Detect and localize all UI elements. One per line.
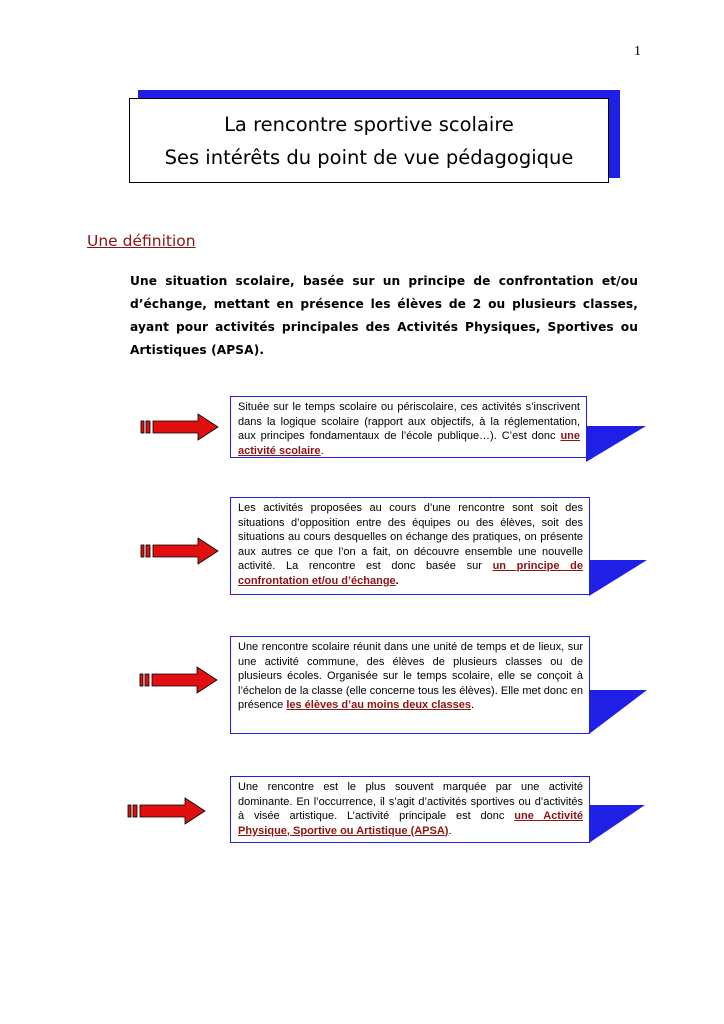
info-box-3 (230, 636, 590, 734)
info-box-1-highlight: une activité scolaire (238, 430, 580, 457)
info-box-4-text: Une rencontre est le plus souvent marquée par une activité dominante. En l’occurrence, il s’agit d’activités sportives ou d’activités à visée artistique. L’activité principale est donc (238, 781, 583, 823)
section-heading: Une définition (87, 232, 196, 250)
info-box-3-text: Une rencontre scolaire réunit dans une unité de temps et de lieux, sur une activité commune, des élèves de plusieurs classes ou de plusieurs écoles. Organisée sur le temps scolaire, elle se conçoit à l’échelon de la classe (elle concerne tous les élèves). Elle met donc en présence (238, 641, 583, 712)
box-shadow (589, 690, 647, 734)
info-box-1 (230, 396, 587, 458)
info-box-3-highlight: les élèves d’au moins deux classes (286, 699, 471, 712)
box-shadow (589, 560, 647, 596)
info-box-2-highlight: un principe de confrontation et/ou d’échange (238, 560, 583, 587)
info-box-3-end: . (470, 699, 475, 712)
title-line-2: Ses intérêts du point de vue pédagogique (164, 145, 574, 169)
info-box-1-end: . (320, 444, 324, 457)
info-box-4-highlight: une Activité Physique, Sportive ou Artistique (APSA) (238, 810, 583, 837)
right-arrow-icon (139, 665, 219, 695)
page-number: 1 (634, 44, 641, 59)
info-box-4-end: . (448, 824, 452, 837)
title-box (129, 98, 609, 183)
right-arrow-icon (140, 536, 220, 566)
definition-paragraph: Une situation scolaire, basée sur un principe de confrontation et/ou d’échange, mettant en présence les élèves de 2 ou plusieurs classes, ayant pour activités principales des Activités Physiques, Sportives ou Artistiques (APSA). (130, 274, 638, 357)
info-box-1-text: Située sur le temps scolaire ou périscolaire, ces activités s’inscrivent dans la logique scolaire (rapport aux objectifs, à la réglementation, aux principes fondamentaux de l’école publique…). C’est donc (238, 401, 580, 443)
right-arrow-icon (127, 796, 207, 826)
info-box-2 (230, 497, 590, 595)
box-shadow (586, 426, 648, 462)
title-line-1: La rencontre sportive scolaire (224, 112, 514, 136)
right-arrow-icon (140, 412, 220, 442)
box-shadow (589, 805, 645, 843)
info-box-2-end: . (395, 574, 399, 587)
info-box-2-text: Les activités proposées au cours d’une rencontre sont soit des situations d’opposition entre des équipes ou des élèves, soit des situations au cours desquelles on échange des pratiques, on présente aux autres ce que l’on a fait, on découvre ensemble une nouvelle activité. La rencontre est donc basée sur (238, 502, 583, 573)
info-box-4 (230, 776, 590, 843)
